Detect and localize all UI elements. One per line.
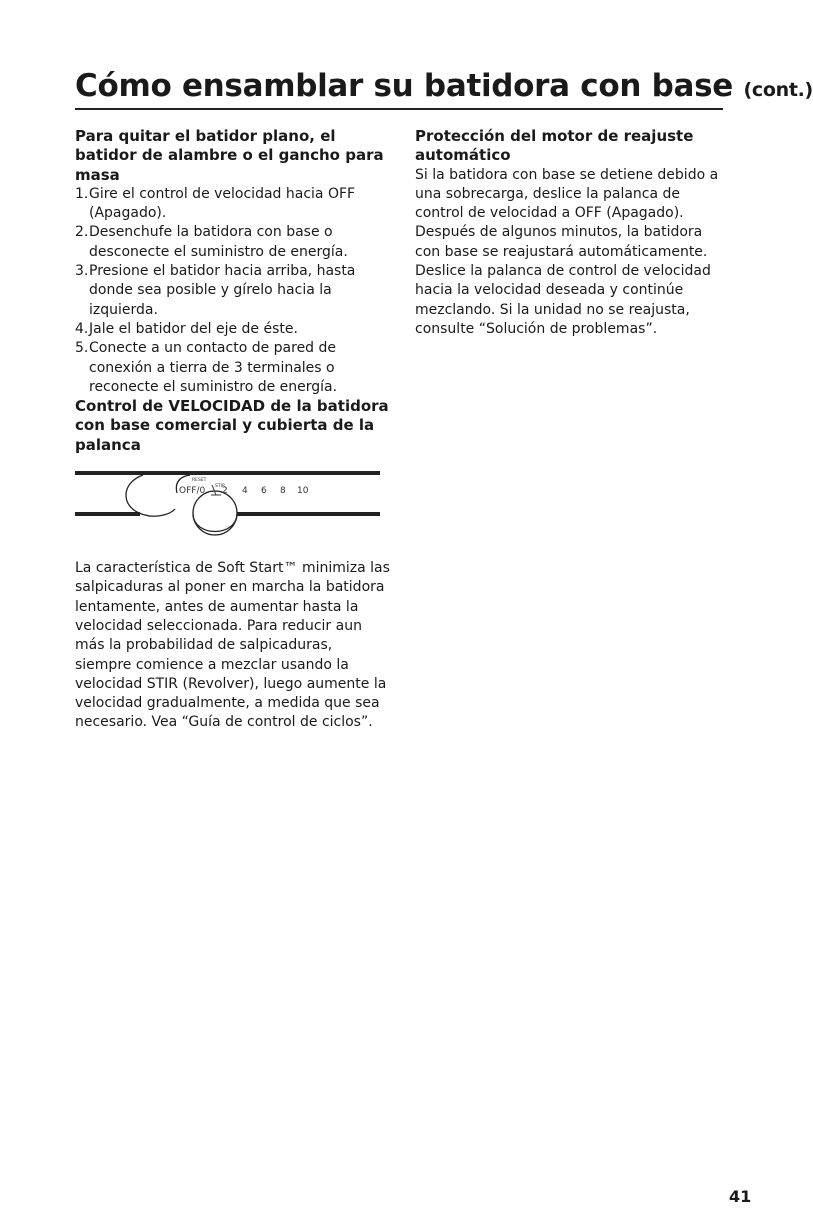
- speed-control-illustration: [75, 471, 380, 551]
- page-title-suffix: (cont.): [743, 79, 813, 101]
- left-column: [75, 127, 390, 733]
- speed-knob-icon: [193, 491, 237, 535]
- page-number: 41: [729, 1187, 752, 1206]
- reset-label: RESET: [192, 478, 207, 484]
- speed-4-label: 4: [242, 486, 248, 497]
- step-item: 1. Gire el control de velocidad hacia OFF (Apagado).: [75, 185, 356, 222]
- lever-cover-bottom-rule-left: [75, 512, 140, 516]
- step-item: 3. Presione el batidor hacia arriba, hasta donde sea posible y gírelo hacia la izquierda.: [75, 263, 356, 318]
- stir-label: STIR: [215, 484, 226, 490]
- speed-8-label: 8: [280, 486, 286, 497]
- remove-beater-steps: [75, 185, 390, 397]
- remove-beater-heading: Para quitar el batidor plano, el batidor de alambre o el gancho para masa: [75, 127, 384, 184]
- page-title-main: Cómo ensamblar su batidora con base: [75, 68, 733, 104]
- speed-6-label: 6: [261, 486, 267, 497]
- soft-start-paragraph: La característica de Soft Start™ minimiza las salpicaduras al poner en marcha la batidora lentamente, antes de aumentar hasta la velocidad seleccionada. Para reducir aun más la probabilidad de salpicaduras, siempre comience a mezclar usando la velocidad STIR (Revolver), luego aumente la velocidad gradualmente, a medida que sea necesario. Vea “Guía de control de ciclos”.: [75, 560, 390, 731]
- off-label: OFF/0: [179, 486, 206, 497]
- page-title: [75, 66, 813, 110]
- lever-outline-icon: [126, 475, 175, 516]
- step-item: 4. Jale el batidor del eje de éste.: [75, 320, 298, 337]
- step-item: 2. Desenchufe la batidora con base o desconecte el suministro de energía.: [75, 224, 348, 260]
- motor-protection-heading: Protección del motor de reajuste automático: [415, 127, 694, 165]
- lever-cover-top-rule: [75, 471, 380, 475]
- speed-10-label: 10: [297, 486, 309, 497]
- speed-control-diagram: [75, 471, 380, 551]
- right-column: [415, 127, 725, 339]
- lever-cover-bottom-rule-right: [234, 512, 380, 516]
- speed-2-label: 2: [222, 486, 228, 497]
- motor-protection-paragraph: Si la batidora con base se detiene debido a una sobrecarga, deslice la palanca de control de velocidad a OFF (Apagado). Después de algunos minutos, la batidora con base se reajustará automáticamente. Deslice la palanca de control de velocidad hacia la velocidad deseada y continúe mezclando. Si la unidad no se reajusta, consulte “Solución de problemas”.: [415, 166, 719, 337]
- step-item: 5. Conecte a un contacto de pared de conexión a tierra de 3 terminales o reconecte el suministro de energía.: [75, 340, 338, 395]
- speed-control-heading: Control de VELOCIDAD de la batidora con base comercial y cubierta de la palanca: [75, 397, 389, 454]
- title-rule: [75, 108, 723, 110]
